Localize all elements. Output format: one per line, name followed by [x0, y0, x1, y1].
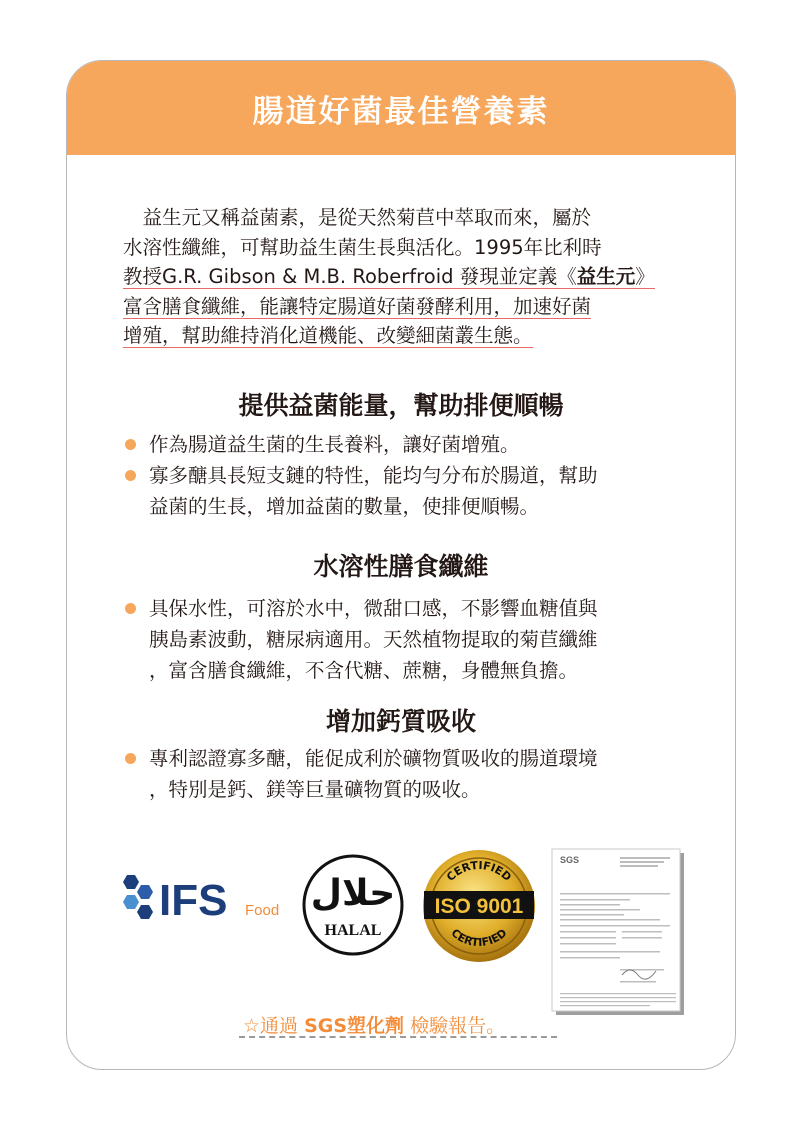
bullet-text: ，富含膳食纖維，不含代糖、蔗糖，身體無負擔。: [149, 659, 579, 682]
halal-arabic-text: حلال: [310, 873, 396, 914]
bullet-item: [123, 460, 703, 522]
footer-prefix: ☆通過: [243, 1015, 305, 1037]
bullet-text: 專利認證寡多醣，能促成利於礦物質吸收的腸道環境: [149, 747, 598, 770]
bullet-text: 寡多醣具長短支鏈的特性，能均勻分布於腸道，幫助: [149, 464, 598, 487]
sgs-test-report-thumbnail: [550, 847, 688, 1019]
intro-line: 水溶性纖維，可幫助益生菌生長與活化。1995年比利時: [123, 235, 602, 259]
product-info-card: [66, 60, 736, 1070]
ifs-logo-text: IFS: [159, 876, 228, 925]
section-title: 提供益菌能量，幫助排便順暢: [238, 391, 564, 420]
bullet-dot: [125, 470, 136, 481]
iso-main-text: ISO 9001: [434, 895, 524, 918]
ifs-food-logo: [117, 869, 293, 925]
intro-line-text: 富含膳食纖維，能讓特定腸道好菌發酵利用，加速好菌: [123, 294, 592, 318]
prebiotic-term: 益生元: [576, 265, 636, 288]
intro-line-text: 增殖，幫助維持消化道機能、改變細菌叢生態。: [123, 324, 533, 347]
bullet-list: [123, 593, 703, 686]
bullet-text: 具保水性，可溶於水中，微甜口感，不影響血糖值與: [149, 597, 598, 620]
intro-line: [123, 321, 693, 351]
section-title: 水溶性膳食纖維: [313, 552, 489, 581]
bullet-list: [123, 429, 703, 522]
dashed-divider: [239, 1036, 557, 1038]
intro-line-text: 》: [635, 265, 655, 288]
bullet-item: [123, 429, 703, 460]
bullet-list: [123, 743, 703, 805]
intro-line: [123, 292, 693, 322]
bullet-text: 益菌的生長，增加益菌的數量，使排便順暢。: [149, 495, 540, 518]
iso-certified-bottom: CERTIFIED: [448, 926, 510, 950]
bullet-text: 作為腸道益生菌的生長養料，讓好菌增殖。: [149, 433, 520, 456]
intro-line-text: 教授G.R. Gibson & M.B. Roberfroid 發現並定義《: [123, 265, 577, 288]
halal-logo: [301, 853, 405, 957]
page-title: 腸道好菌最佳營養素: [67, 61, 735, 155]
bullet-text: 胰島素波動，糖尿病適用。天然植物提取的菊苣纖維: [149, 628, 598, 651]
iso-9001-seal: [420, 847, 538, 965]
intro-line: 益生元又稱益菌素，是從天然菊苣中萃取而來，屬於: [123, 206, 592, 229]
sgs-report-note: [243, 1011, 505, 1038]
sgs-brand-text: SGS: [560, 855, 580, 865]
bullet-item: [123, 743, 703, 805]
bullet-item: [123, 593, 703, 686]
footer-suffix: 檢驗報告。: [404, 1015, 506, 1037]
bullet-text: ，特別是鈣、鎂等巨量礦物質的吸收。: [149, 778, 481, 801]
iso-certified-top: CERTIFIED: [444, 858, 514, 884]
section-title: 增加鈣質吸收: [325, 707, 476, 736]
ifs-hexagon-icon: [123, 875, 153, 919]
bullet-dot: [125, 439, 136, 450]
ifs-food-text: Food: [245, 902, 280, 919]
bullet-dot: [125, 753, 136, 764]
bullet-dot: [125, 603, 136, 614]
footer-highlight: SGS塑化劑: [304, 1015, 405, 1037]
intro-line: [123, 262, 693, 292]
halal-text: HALAL: [324, 922, 382, 939]
intro-paragraph: [123, 203, 693, 351]
